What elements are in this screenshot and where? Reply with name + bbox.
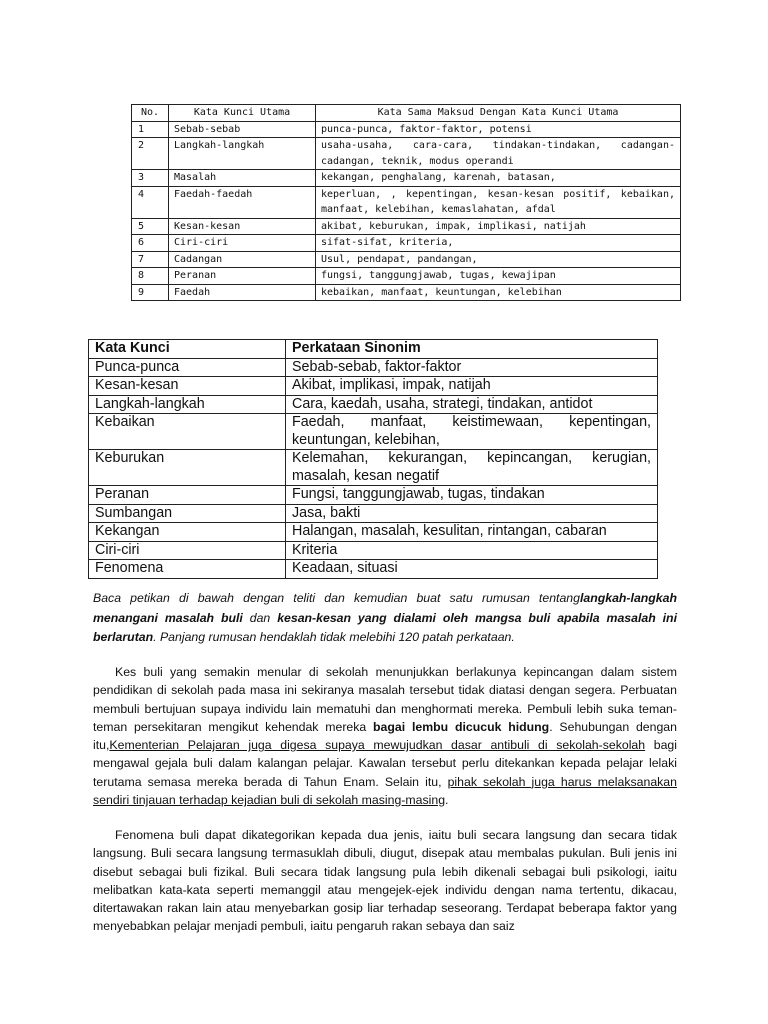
- synonym-cell: Fungsi, tanggungjawab, tugas, tindakan: [286, 486, 658, 505]
- table-row: [89, 541, 658, 560]
- table-row: [132, 170, 681, 187]
- table-row: [89, 486, 658, 505]
- table-row: [132, 268, 681, 285]
- synonym-cell: Kriteria: [286, 541, 658, 560]
- row-number: 5: [132, 218, 169, 235]
- keyword-cell: Langkah-langkah: [89, 395, 286, 414]
- table-row: [89, 560, 658, 579]
- keyword-table-1: [131, 104, 681, 301]
- keyword-table-2: [88, 339, 658, 579]
- synonym-cell: Jasa, bakti: [286, 504, 658, 523]
- passage-text: . Sehubungan dengan itu,: [93, 719, 677, 753]
- synonym-cell: Usul, pendapat, pandangan,: [316, 251, 681, 268]
- keyword-cell: Fenomena: [89, 560, 286, 579]
- synonym-cell: Keadaan, situasi: [286, 560, 658, 579]
- synonym-cell: usaha-usaha, cara-cara, tindakan-tindakan, cadangan-cadangan, teknik, modus operandi: [316, 138, 681, 170]
- synonym-cell: keperluan, , kepentingan, kesan-kesan positif, kebaikan, manfaat, kelebihan, kemaslahatan, afdal: [316, 186, 681, 218]
- underlined-point: Kementerian Pelajaran juga digesa supaya mewujudkan dasar antibuli di sekolah-sekolah: [109, 738, 646, 753]
- table-row: [89, 504, 658, 523]
- synonym-cell: kebaikan, manfaat, keuntungan, kelebihan: [316, 284, 681, 301]
- column-header-keyword: Kata Kunci: [89, 340, 286, 359]
- keyword-cell: Peranan: [169, 268, 316, 285]
- table-header-row: [89, 340, 658, 359]
- keyword-cell: Kekangan: [89, 523, 286, 542]
- table-row: [132, 235, 681, 252]
- row-number: 7: [132, 251, 169, 268]
- table-row: [132, 138, 681, 170]
- synonym-cell: Sebab-sebab, faktor-faktor: [286, 358, 658, 377]
- passage-text: Kes buli yang semakin menular di sekolah menunjukkan berlakunya kepincangan dalam sistem pendidikan di sekolah pada masa ini sekiranya masalah tersebut tidak diatasi dengan segera. Perbuatan membuli bertujuan supaya individu lain mematuhi dan menghormati mereka. Pembuli lebih suka teman-teman persekitaran mengikut kehendak mereka: [93, 665, 677, 734]
- passage-paragraph-2: Fenomena buli dapat dikategorikan kepada dua jenis, iaitu buli secara langsung dan secara tidak langsung. Buli secara langsung termasuklah dibuli, diugut, disepak atau membalas pukulan. Buli jenis ini disebut sebagai buli fizikal. Buli secara tidak langsung pula lebih dikenali sebagai buli psikologi, iaitu melibatkan kata-kata seperti memanggil atau mengejek-ejek individu dengan nama tertentu, dikacau, ditertawakan rakan lain atau menyebarkan gosip liar terhadap seseorang. Terdapat beberapa faktor yang menyebabkan pelajar menjadi pembuli, iaitu pengaruh rakan sebaya dan saiz: [93, 828, 677, 934]
- row-number: 9: [132, 284, 169, 301]
- instruction-emphasis: kesan-kesan yang dialami oleh mangsa buli apabila masalah ini berlarutan: [93, 610, 677, 644]
- column-header-no: No.: [132, 105, 169, 122]
- synonym-cell: Kelemahan, kekurangan, kepincangan, kerugian, masalah, kesan negatif: [286, 450, 658, 486]
- synonym-cell: punca-punca, faktor-faktor, potensi: [316, 121, 681, 138]
- passage-paragraph-1: [93, 663, 677, 809]
- keyword-cell: Sumbangan: [89, 504, 286, 523]
- keyword-cell: Langkah-langkah: [169, 138, 316, 170]
- row-number: 4: [132, 186, 169, 218]
- synonym-cell: Cara, kaedah, usaha, strategi, tindakan, antidot: [286, 395, 658, 414]
- idiom-bold: bagai lembu dicucuk hidung: [373, 719, 550, 734]
- table-row: [132, 186, 681, 218]
- passage-text: bagi mengawal gejala buli dalam kalangan pelajar. Kawalan tersebut perlu ditekankan kepada pelajar lelaki terutama semasa mereka berada di Tahun Enam. Selain itu,: [93, 738, 678, 789]
- keyword-cell: Kesan-kesan: [169, 218, 316, 235]
- row-number: 3: [132, 170, 169, 187]
- synonym-cell: kekangan, penghalang, karenah, batasan,: [316, 170, 681, 187]
- keyword-cell: Keburukan: [89, 450, 286, 486]
- instruction-part: . Panjang rumusan hendaklah tidak melebihi 120 patah perkataan.: [153, 630, 515, 644]
- synonym-cell: Halangan, masalah, kesulitan, rintangan, cabaran: [286, 523, 658, 542]
- row-number: 6: [132, 235, 169, 252]
- synonym-cell: Faedah, manfaat, keistimewaan, kepentingan, keuntungan, kelebihan,: [286, 414, 658, 450]
- keyword-cell: Sebab-sebab: [169, 121, 316, 138]
- keyword-cell: Peranan: [89, 486, 286, 505]
- row-number: 8: [132, 268, 169, 285]
- synonym-cell: sifat-sifat, kriteria,: [316, 235, 681, 252]
- table-row: [132, 121, 681, 138]
- column-header-synonyms: Kata Sama Maksud Dengan Kata Kunci Utama: [316, 105, 681, 122]
- instruction-emphasis: langkah-langkah menangani masalah buli: [93, 591, 677, 625]
- keyword-cell: Kebaikan: [89, 414, 286, 450]
- table-row: [132, 251, 681, 268]
- table-row: [132, 218, 681, 235]
- keyword-cell: Ciri-ciri: [89, 541, 286, 560]
- column-header-synonyms: Perkataan Sinonim: [286, 340, 658, 359]
- table-row: [89, 377, 658, 396]
- table-header-row: [132, 105, 681, 122]
- keyword-cell: Cadangan: [169, 251, 316, 268]
- keyword-cell: Faedah-faedah: [169, 186, 316, 218]
- passage-text: .: [445, 793, 449, 808]
- synonym-cell: akibat, keburukan, impak, implikasi, natijah: [316, 218, 681, 235]
- table-row: [132, 284, 681, 301]
- instruction-part: dan: [242, 610, 278, 625]
- underlined-point: pihak sekolah juga harus melaksanakan sendiri tinjauan terhadap kejadian buli di sekolah masing-masing: [93, 774, 677, 808]
- table-row: [89, 414, 658, 450]
- table-row: [89, 358, 658, 377]
- keyword-cell: Faedah: [169, 284, 316, 301]
- instruction-part: Baca petikan di bawah dengan teliti dan kemudian buat satu rumusan tentang: [93, 591, 580, 605]
- keyword-cell: Kesan-kesan: [89, 377, 286, 396]
- synonym-cell: fungsi, tanggungjawab, tugas, kewajipan: [316, 268, 681, 285]
- table-row: [89, 523, 658, 542]
- keyword-cell: Masalah: [169, 170, 316, 187]
- column-header-keyword: Kata Kunci Utama: [169, 105, 316, 122]
- keyword-cell: Punca-punca: [89, 358, 286, 377]
- keyword-cell: Ciri-ciri: [169, 235, 316, 252]
- table-row: [89, 450, 658, 486]
- table-row: [89, 395, 658, 414]
- row-number: 2: [132, 138, 169, 170]
- synonym-cell: Akibat, implikasi, impak, natijah: [286, 377, 658, 396]
- instruction-text: [93, 589, 677, 648]
- row-number: 1: [132, 121, 169, 138]
